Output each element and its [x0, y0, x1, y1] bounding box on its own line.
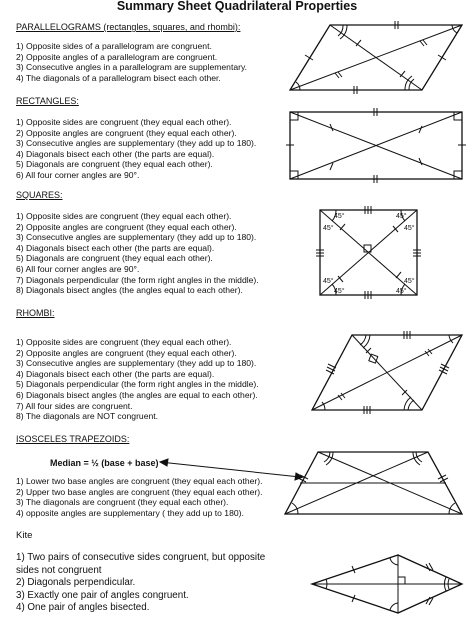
list-item: 4) Diagonals bisect each other (the parts are equal). [16, 148, 215, 159]
list-item: 1) Opposite sides are congruent (they equal each other). [16, 211, 232, 221]
squares-heading: SQUARES: [16, 190, 63, 200]
list-item: 1) Opposite sides are congruent (they equal each other). [16, 337, 232, 347]
page-title: Summary Sheet Quadrilateral Properties [116, 0, 358, 13]
rectangle-figure [286, 108, 466, 183]
list-item: 1) Lower two base angles are congruent (they equal each other). [16, 476, 263, 486]
list-item: sides not congruent [16, 564, 102, 576]
list-item: 3) Consecutive angles are supplementary (they add up to 180). [16, 358, 257, 369]
list-item: 2) Opposite angles of a parallelogram are congruent. [16, 51, 218, 62]
list-item: 3) Consecutive angles are supplementary (they add up to 180). [16, 232, 257, 243]
parallelograms-heading: PARALLELOGRAMS (rectangles, squares, and rhombi): [16, 22, 241, 32]
list-item: 2) Opposite angles are congruent (they equal each other). [16, 127, 237, 138]
square-angle-label: 45° [404, 278, 415, 285]
list-item: 5) Diagonals are congruent (they equal each other). [16, 159, 213, 170]
list-item: 4) Diagonals bisect each other (the parts are equal). [16, 242, 215, 253]
list-item: 1) Opposite sides are congruent (they equal each other). [16, 117, 232, 127]
list-item: 2) Opposite angles are congruent (they equal each other). [16, 221, 237, 232]
square-angle-label: 45° [334, 288, 345, 295]
trapezoids-heading: ISOSCELES TRAPEZOIDS: [16, 434, 130, 444]
square-angle-label: 45° [396, 288, 407, 295]
kite-figure [312, 555, 462, 613]
list-item: 3) Consecutive angles in a parallelogram are supplementary. [16, 62, 248, 73]
square-angle-label: 45° [404, 225, 415, 232]
rectangles-heading: RECTANGLES: [16, 96, 79, 106]
list-item: 2) Upper two base angles are congruent (they equal each other). [16, 486, 263, 497]
list-item: 6) Diagonals bisect angles (the angles are equal to each other). [16, 389, 258, 400]
list-item: 5) Diagonals are congruent (they equal each other). [16, 253, 213, 264]
list-item: 3) Exactly one pair of angles congruent. [16, 589, 189, 601]
rhombus-figure [312, 331, 462, 414]
kite-heading: Kite [16, 530, 33, 541]
square-angle-label: 45° [334, 213, 345, 220]
square-angle-label: 45° [323, 278, 334, 285]
list-item: 8) Diagonals bisect angles (the angles equal to each other). [16, 285, 243, 296]
list-item: 3) Consecutive angles are supplementary (they add up to 180). [16, 138, 257, 149]
list-item: 4) Diagonals bisect each other (the parts are equal). [16, 368, 215, 379]
list-item: 3) The diagonals are congruent (they equal each other). [16, 497, 229, 508]
list-item: 1) Opposite sides of a parallelogram are congruent. [16, 41, 212, 51]
square-angle-label: 45° [323, 225, 334, 232]
trapezoid-figure [285, 452, 462, 514]
list-item: 4) opposite angles are supplementary ( they add up to 180). [16, 507, 244, 518]
list-item: 2) Opposite angles are congruent (they equal each other). [16, 347, 237, 358]
rhombi-heading: RHOMBI: [16, 308, 55, 318]
parallelogram-figure [290, 21, 462, 94]
list-item: 2) Diagonals perpendicular. [16, 577, 136, 588]
list-item: 7) Diagonals perpendicular (the form right angles in the middle). [16, 274, 259, 285]
list-item: 4) One pair of angles bisected. [16, 602, 150, 613]
square-angle-label: 45° [396, 213, 407, 220]
median-arrow [160, 459, 303, 480]
list-item: 6) All four corner angles are 90°. [16, 169, 140, 180]
list-item: 4) The diagonals of a parallelogram bisect each other. [16, 72, 221, 83]
list-item: 8) The diagonals are NOT congruent. [16, 411, 159, 422]
list-item: 1) Two pairs of consecutive sides congruent, but opposite [16, 552, 266, 563]
list-item: 6) All four corner angles are 90°. [16, 263, 140, 274]
list-item: 7) All four sides are congruent. [16, 400, 133, 411]
median-formula: Median = ½ (base + base) [50, 458, 159, 468]
list-item: 5) Diagonals perpendicular (the form right angles in the middle). [16, 379, 259, 390]
